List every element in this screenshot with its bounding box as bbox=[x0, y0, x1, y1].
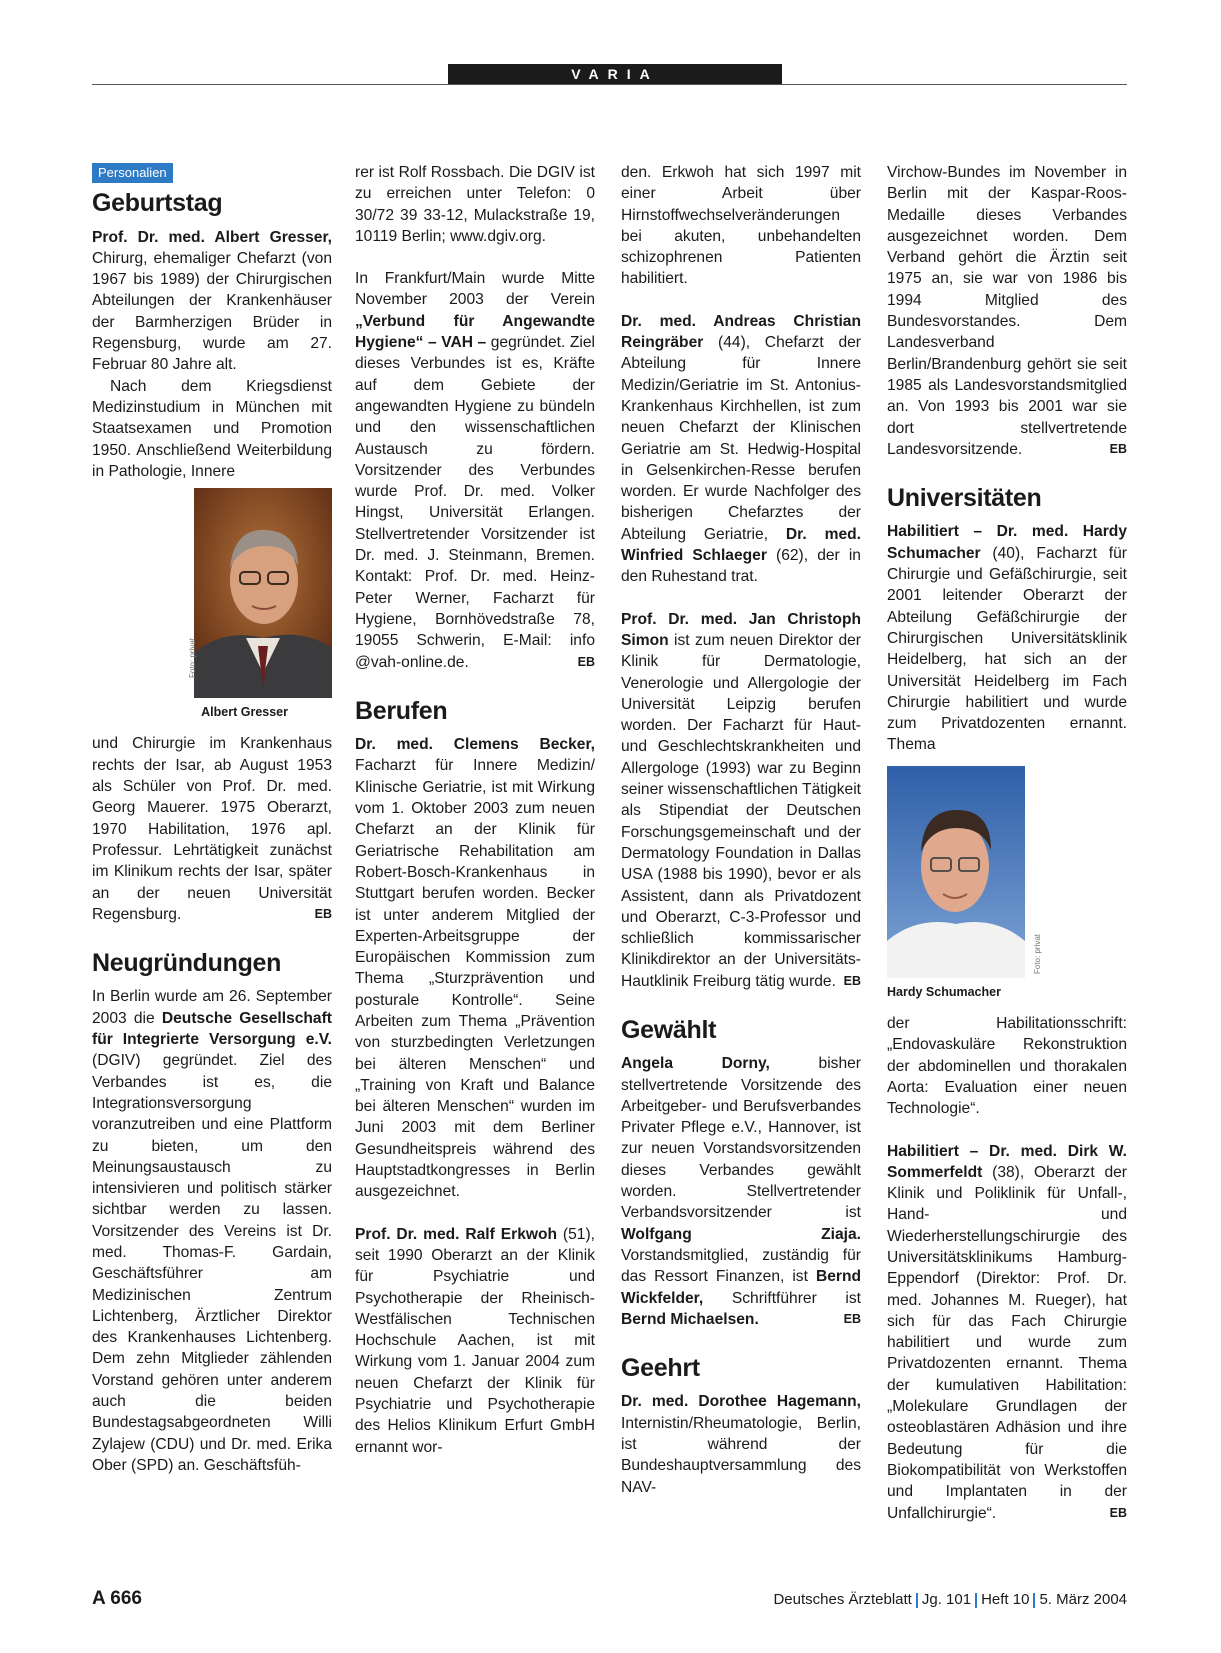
paragraph: Nach dem Kriegsdienst Medizinstudium in München mit Staatsexamen und Promotion 1950. Anschließend Weiterbildung in Pathologie, Innere bbox=[92, 377, 332, 480]
section-label: VARIA bbox=[448, 64, 782, 84]
paragraph bbox=[355, 268, 595, 673]
paragraph bbox=[355, 734, 595, 1203]
text: Virchow-Bundes im November in Berlin mit der Kaspar-Roos-Medaille dieses Verbandes ausgezeichnet worden. Dem Verband gehört die Ärztin seit 1975 an, sie war von 1986 bis 1994 Mitglied des Bundesvorstandes. Dem Landesverband Berlin/Brandenburg gehört sie seit 1985 als Landesvorstandsmitglied an. Von 1993 bis 2001 war sie dort stellvertretende Landesvorsitzende. bbox=[887, 164, 1127, 458]
photo-hardy-schumacher bbox=[887, 766, 1042, 978]
header-rule bbox=[92, 84, 1127, 85]
text: und Chirurgie im Krankenhaus rechts der Isar, ab August 1953 als Schüler von Prof. Dr. med. Georg Mauerer. 1975 Oberarzt, 1970 Habilitation, 1976 apl. Professur. Lehrtätigkeit zunächst im Klinikum rechts der Isar, später an der neuen Universität Regensburg. bbox=[92, 735, 332, 923]
heading-universitaeten: Universitäten bbox=[887, 484, 1042, 513]
text: Facharzt für Innere Medizin/ Klinische Geriatrie, ist mit Wirkung vom 1. Oktober 2003 zum neuen Chefarzt an der Klinik für Geriatrische Rehabilitation am Robert-Bosch-Krankenhaus in Stuttgart berufen worden. Becker ist unter anderem Mitglied der Experten-Arbeitsgruppe der Europäischen Kommission zum Thema „Sturzprävention und posturale Kontrolle“. Seine Arbeiten zum Thema „Prävention von sturzbedingten Verletzungen bei älteren Menschen“ und „Training von Kraft und Balance bei älteren Menschen“ wurden im Juni 2003 mit dem Berliner Gesundheitspreis während des Hauptstadtkongresses in Berlin ausgezeichnet. bbox=[355, 757, 595, 1201]
person-name: Prof. Dr. med. Jan Christoph Simon bbox=[621, 610, 861, 649]
text: Internistin/Rheumatologie, Berlin, ist während der Bundeshauptversammlung des NAV- bbox=[621, 1414, 861, 1496]
text: (40), Facharzt für Chirurgie und Gefäßchirurgie, seit 2001 leitender Oberarzt der Abteilung Gefäßchirurgie der Chirurgischen Universitätsklinik Heidelberg, hat sich an der Universität Heidelberg im Fach Chirurgie habilitiert und wurde zum Privatdozenten ernannt. Thema bbox=[887, 544, 1127, 754]
issue-date: 5. März 2004 bbox=[1039, 1591, 1127, 1608]
paragraph: den. Erkwoh hat sich 1997 mit einer Arbeit über Hirnstoffwechselveränderungen bei akuten, unbehandelten schizophrenen Patienten habilitiert. bbox=[621, 164, 861, 288]
portrait-image bbox=[887, 766, 1025, 978]
footer-publication bbox=[773, 1591, 1127, 1608]
paragraph bbox=[355, 1224, 595, 1458]
author-initials: EB bbox=[843, 1311, 861, 1326]
photo-credit: Foto: privat bbox=[1033, 933, 1042, 974]
text: gegründet. Ziel dieses Verbundes ist es, Kräfte auf dem Gebiete der angewandten Hygiene zu bündeln und den wissenschaftlichen Austausch zu fördern. Vorsitzender des Verbundes wurde Prof. Dr. med. Volker Hingst, Universität Erlangen. Stellvertretender Vorsitzender ist Dr. med. J. Steinmann, Bremen. Kontakt: Prof. Dr. med. Heinz-Peter Werner, Facharzt für Hygiene, Bornhövedstraße 78, 19055 Schwerin, E-Mail: info @vah-online.de. bbox=[355, 334, 596, 671]
person-name: Angela Dorny, bbox=[621, 1055, 770, 1073]
photo-caption: Hardy Schumacher bbox=[887, 984, 1001, 999]
text: (62), der in den Ruhestand trat. bbox=[621, 547, 861, 586]
photo-albert-gresser bbox=[188, 488, 332, 698]
separator bbox=[916, 1593, 918, 1608]
text: (51), seit 1990 Oberarzt an der Klinik für Psychiatrie und Psychotherapie der Rheinisch-Westfälischen Technischen Hochschule Aachen, ist mit Wirkung vom 1. Januar 2004 zum neuen Chefarzt der Klinik für Psychiatrie und Psychotherapie des Helios Klinikum Erfurt GmbH ernannt wor- bbox=[355, 1225, 595, 1456]
person-name: Bernd Michaelsen. bbox=[621, 1310, 759, 1328]
author-initials: EB bbox=[1109, 1505, 1127, 1520]
journal-name: Deutsches Ärzteblatt bbox=[773, 1591, 912, 1608]
separator bbox=[1033, 1593, 1035, 1608]
author-initials: EB bbox=[577, 654, 595, 669]
column-2 bbox=[355, 162, 595, 1458]
text: (DGIV) gegründet. Ziel des Verbandes ist es, die Integrationsversorgung voranzutreiben und eine Plattform zu bieten, um den Meinungsaustausch zu intensivieren und politisch stärker sichtbar werden zu lassen. Vorsitzender des Vereins ist Dr. med. Thomas-F. Gardain, Geschäftsführer am Medizinischen Zentrum Lichtenberg, Ärztlicher Direktor des Krankenhauses Lichtenberg. Dem zehn Mitglieder zählenden Vorstand gehören unter anderem auch die beiden Bundestagsabgeordneten Willi Zylajew (CDU) und Dr. med. Erika Ober (SPD) an. Geschäftsfüh- bbox=[92, 1052, 332, 1474]
text: Vorstandsmitglied, zuständig für das Ressort Finanzen, ist bbox=[621, 1246, 861, 1286]
person-name: Dr. med. Winfried Schlaeger bbox=[621, 525, 861, 565]
person-name: Habilitiert – Dr. med. Dirk W. Sommerfeldt bbox=[887, 1142, 1127, 1181]
column-4 bbox=[887, 162, 1127, 1524]
organization-name: Deutsche Gesellschaft für Integrierte Versorgung e.V. bbox=[92, 1009, 332, 1049]
separator bbox=[975, 1593, 977, 1608]
text: Schriftführer ist bbox=[703, 1289, 861, 1307]
paragraph: rer ist Rolf Rossbach. Die DGIV ist zu erreichen unter Telefon: 0 30/72 39 33-12, Mulackstraße 19, 10119 Berlin; www.dgiv.org. bbox=[355, 164, 595, 245]
portrait-image bbox=[194, 488, 332, 698]
author-initials: EB bbox=[314, 906, 332, 921]
paragraph bbox=[621, 1053, 861, 1330]
person-name: Dr. med. Clemens Becker, bbox=[355, 736, 595, 754]
text: (38), Oberarzt der Klinik und Poliklinik für Unfall-, Hand- und Wiederherstellungschirurgie des Universitätsklinikums Hamburg-Eppendorf (Direktor: Prof. Dr. med. Johannes M. Rueger), hat sich für das Fach Chirurgie habilitiert und wurde zum Privatdozenten ernannt. Thema der kumulativen Habilitation: „Molekulare Grundlagen der osteoblastären Adhäsion und ihre Bedeutung für die Biokompatibilität von Werkstoffen und Implantaten in der Unfallchirurgie“. bbox=[887, 1163, 1127, 1522]
paragraph bbox=[887, 162, 1127, 460]
paragraph bbox=[92, 733, 332, 925]
column-1 bbox=[92, 162, 332, 1476]
heading-geehrt: Geehrt bbox=[621, 1354, 700, 1383]
person-name: Dr. med. Andreas Christian Reingräber bbox=[621, 312, 861, 352]
text: bisher stellvertretende Vorsitzende des Arbeitgeber- und Berufsverbandes Privater Pflege e.V., Hannover, ist zur neuen Vorstandsvorsitzenden dieses Verbandes gewählt worden. Stellvertretender Verbandsvorsitzender ist bbox=[621, 1055, 861, 1222]
column-3 bbox=[621, 162, 861, 1498]
heading-neugruendungen: Neugründungen bbox=[92, 949, 282, 978]
photo-credit: Foto: privat bbox=[188, 638, 197, 679]
paragraph bbox=[621, 1391, 861, 1497]
text: Chirurg, ehemaliger Chefarzt (von 1967 bis 1989) der Chirurgischen Abteilungen der Krankenhäuser der Barmherzigen Brüder in Regensburg, wurde am 27. Februar 80 Jahre alt. bbox=[92, 249, 332, 374]
person-name: Prof. Dr. med. Ralf Erkwoh bbox=[355, 1225, 558, 1243]
paragraph: der Habilitationsschrift: „Endovaskuläre Rekonstruktion der abdominellen und thorakalen Aorta: Evaluation einer neuen Technologie“. bbox=[887, 1015, 1127, 1118]
paragraph bbox=[92, 986, 332, 1476]
volume: Jg. 101 bbox=[921, 1591, 972, 1608]
person-name: Dr. med. Dorothee Hagemann, bbox=[621, 1393, 861, 1411]
person-name: Habilitiert – Dr. med. Hardy Schumacher bbox=[887, 523, 1127, 562]
issue: Heft 10 bbox=[981, 1591, 1030, 1608]
heading-berufen: Berufen bbox=[355, 696, 448, 725]
author-initials: EB bbox=[843, 973, 861, 988]
paragraph bbox=[92, 227, 332, 376]
person-name: Prof. Dr. med. Albert Gresser, bbox=[92, 228, 332, 246]
photo-caption: Albert Gresser bbox=[201, 705, 288, 720]
text: (44), Chefarzt der Abteilung für Innere Medizin/Geriatrie im St. Antonius-Krankenhaus Kirchhellen, ist zum neuen Chefarzt der Klinischen Geriatrie am St. Hedwig-Hospital in Gelsenkirchen-Resse berufen worden. Er wurde Nachfolger des bisherigen Chefarztes der Abteilung Geriatrie, bbox=[621, 334, 861, 543]
paragraph bbox=[887, 521, 1127, 755]
heading-geburtstag: Geburtstag bbox=[92, 189, 223, 218]
person-name: Bernd Wickfelder, bbox=[621, 1268, 861, 1307]
text: In Berlin wurde am 26. September 2003 die bbox=[92, 988, 332, 1027]
heading-gewaehlt: Gewählt bbox=[621, 1015, 717, 1044]
page-number bbox=[92, 1588, 142, 1610]
author-initials: EB bbox=[1109, 441, 1127, 456]
paragraph bbox=[621, 311, 861, 588]
paragraph bbox=[621, 609, 861, 992]
category-tag: Personalien bbox=[92, 163, 173, 183]
text: ist zum neuen Direktor der Klinik für Dermatologie, Venerologie und Allergologie der Universität Leipzig berufen worden. Der Facharzt für Haut- und Geschlechtskrankheiten und Allergologe (1993) war zu Beginn seiner wissenschaftlichen Tätigkeit als Stipendiat der Deutschen Forschungsgemeinschaft und der Dermatology Foundation in Dallas USA (1988 bis 1990), bevor er als Assistent, dann als Privatdozent und Oberarzt, C-3-Professor und schließlich kommissarischer Klinikdirektor an der Universitäts-Hautklinik Freiburg tätig wurde. bbox=[621, 631, 861, 990]
person-name: Wolfgang Ziaja. bbox=[621, 1225, 861, 1243]
organization-name: „Verbund für Angewandte Hygiene“ – VAH – bbox=[355, 312, 595, 352]
page-number-text: A 666 bbox=[92, 1588, 142, 1609]
paragraph bbox=[887, 1141, 1127, 1524]
text: In Frankfurt/Main wurde Mitte November 2003 der Verein bbox=[355, 270, 595, 309]
